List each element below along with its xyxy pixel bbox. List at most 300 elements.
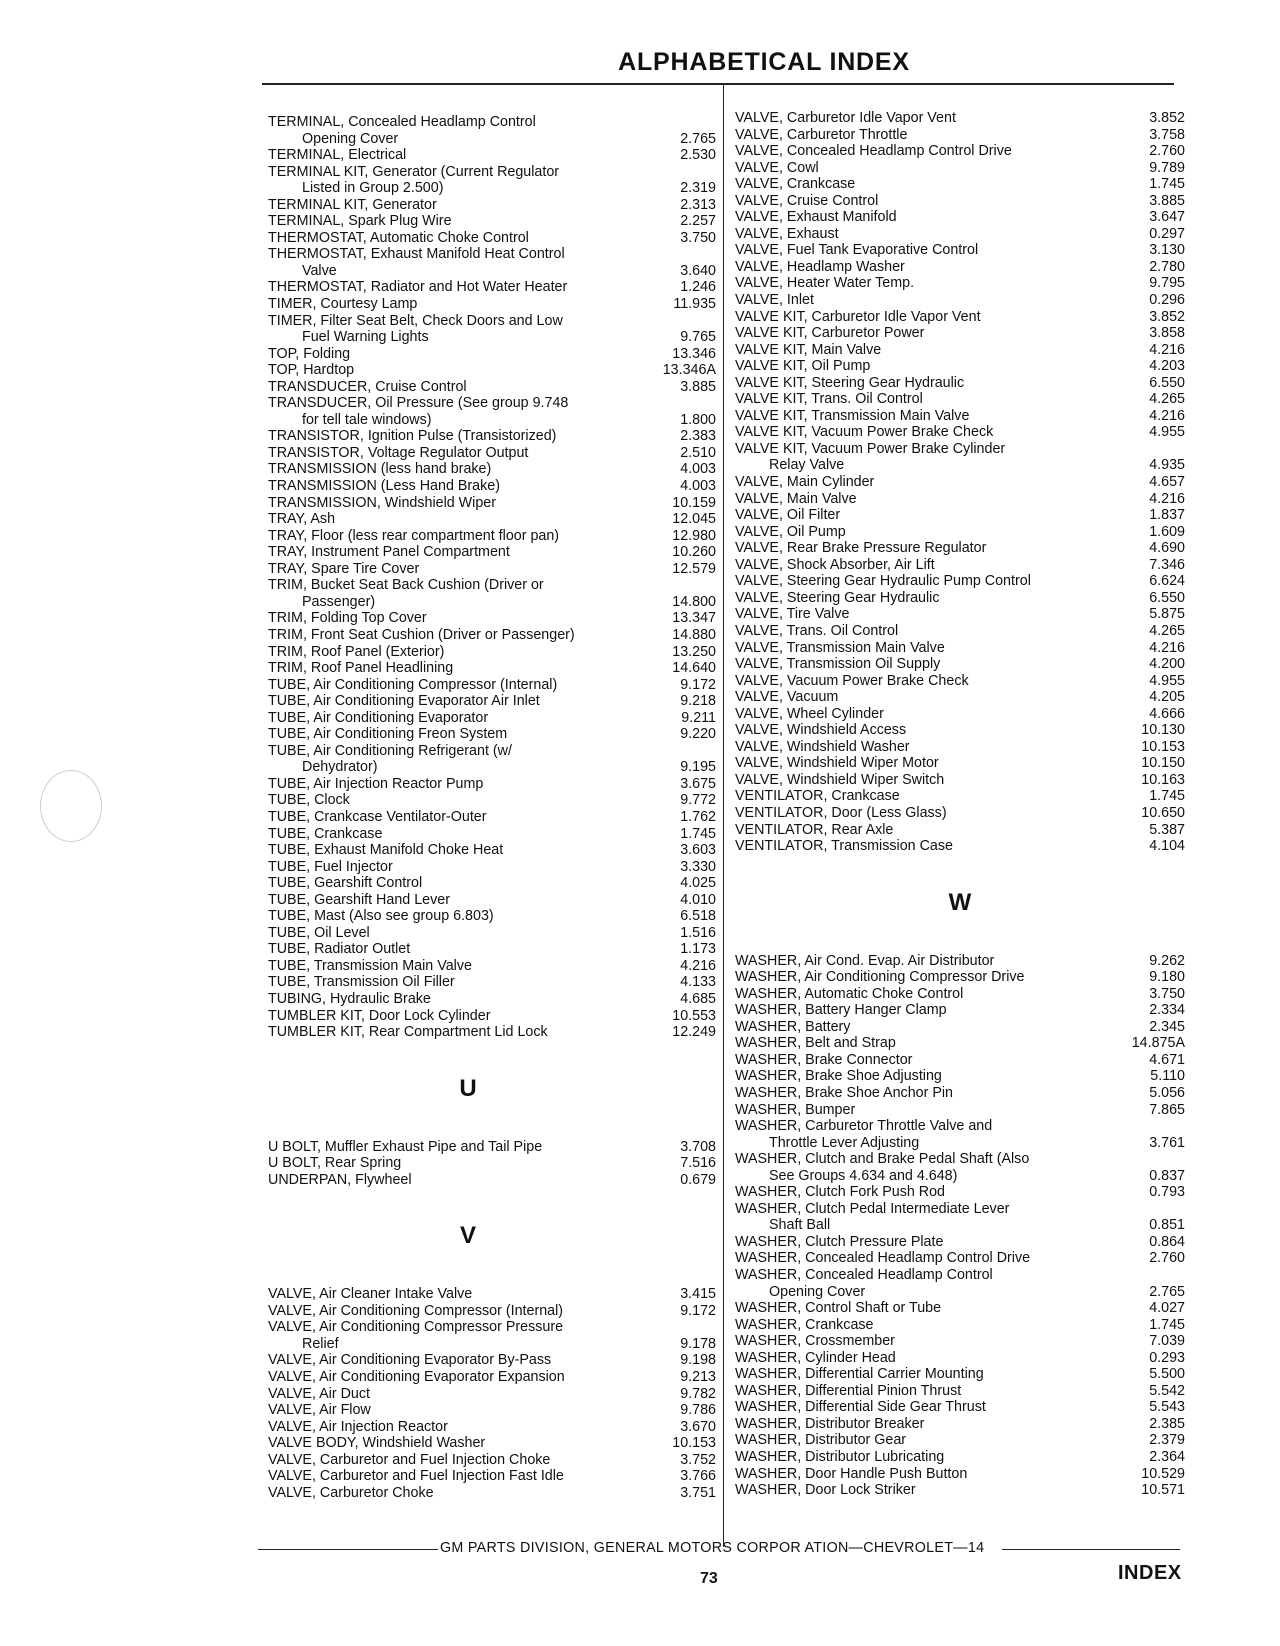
entry-group-number: 14.800 — [672, 593, 716, 610]
entry-group-number: 10.571 — [1141, 1482, 1185, 1499]
entry-text: VENTILATOR, Rear Axle — [735, 821, 894, 838]
entry-group-number: 1.745 — [1149, 176, 1185, 193]
entry-text: THERMOSTAT, Radiator and Hot Water Heater — [268, 279, 568, 296]
entry-group-number: 3.603 — [680, 842, 716, 859]
entry-group-number: 5.056 — [1149, 1084, 1185, 1101]
entry-group-number: 1.800 — [680, 411, 716, 428]
entry-group-number: 1.745 — [1149, 1316, 1185, 1333]
index-entry — [268, 1008, 716, 1025]
index-entry — [268, 197, 716, 214]
index-entry — [735, 226, 1185, 243]
entry-text: Valve — [302, 262, 337, 279]
entry-group-number: 3.752 — [680, 1451, 716, 1468]
entry-text: VALVE KIT, Vacuum Power Brake Cylinder — [735, 440, 1006, 457]
index-entry — [268, 792, 716, 809]
entry-text: VALVE, Trans. Oil Control — [735, 622, 899, 639]
entry-group-number: 9.195 — [680, 759, 716, 776]
entry-text: VALVE, Carburetor Throttle — [735, 126, 908, 143]
index-entry — [268, 1303, 716, 1320]
index-entry — [268, 610, 716, 627]
entry-text: VALVE, Windshield Wiper Motor — [735, 755, 939, 772]
entry-group-number: 10.260 — [672, 544, 716, 561]
entry-group-number: 1.173 — [680, 941, 716, 958]
entry-text: TRANSMISSION, Windshield Wiper — [268, 494, 497, 511]
entry-text: U BOLT, Rear Spring — [268, 1155, 402, 1172]
entry-text: Listed in Group 2.500) — [302, 180, 444, 197]
index-entry — [268, 213, 716, 230]
index-entry — [735, 606, 1185, 623]
entry-text: Throttle Lever Adjusting — [769, 1134, 920, 1151]
index-entry — [735, 689, 1185, 706]
entry-label — [735, 1267, 1185, 1284]
index-entry — [268, 1369, 716, 1386]
entry-text: VALVE, Heater Water Temp. — [735, 275, 915, 292]
entry-group-number: 6.550 — [1149, 374, 1185, 391]
index-entry — [735, 127, 1185, 144]
index-entry — [735, 788, 1185, 805]
entry-label — [735, 1151, 1185, 1168]
entry-text: WASHER, Bumper — [735, 1101, 856, 1118]
entry-text: VALVE, Air Conditioning Evaporator By-Pass — [268, 1352, 552, 1369]
entry-group-number: 3.640 — [680, 262, 716, 279]
entry-text: WASHER, Automatic Choke Control — [735, 985, 964, 1002]
entry-text: TUBE, Transmission Oil Filler — [268, 974, 455, 991]
entry-text: TUBE, Radiator Outlet — [268, 941, 411, 958]
entry-text: VALVE, Exhaust Manifold — [735, 209, 897, 226]
index-entry — [268, 296, 716, 313]
index-entry — [268, 114, 716, 147]
index-entry — [268, 1172, 716, 1189]
entry-group-number: 13.346A — [662, 362, 716, 379]
entry-group-number: 12.045 — [672, 511, 716, 528]
entry-text: TRANSMISSION (Less Hand Brake) — [268, 478, 500, 495]
title-rule — [262, 83, 1174, 85]
index-entry — [268, 1286, 716, 1303]
entry-text: VALVE, Headlamp Washer — [735, 258, 905, 275]
entry-text: VALVE, Cruise Control — [735, 192, 879, 209]
entry-text: TRAY, Spare Tire Cover — [268, 560, 420, 577]
entry-group-number: 2.319 — [680, 180, 716, 197]
index-entry — [735, 573, 1185, 590]
index-entry — [735, 1019, 1185, 1036]
entry-text: TUBE, Crankcase Ventilator-Outer — [268, 808, 487, 825]
entry-group-number: 9.178 — [680, 1335, 716, 1352]
entry-group-number: 9.180 — [1149, 969, 1185, 986]
index-entry — [735, 193, 1185, 210]
index-entry — [268, 1352, 716, 1369]
index-entry — [735, 755, 1185, 772]
section-letter-v: V — [459, 1222, 476, 1250]
entry-group-number: 2.765 — [680, 130, 716, 147]
index-entry — [735, 1250, 1185, 1267]
index-entry — [735, 1201, 1185, 1234]
index-entry — [268, 809, 716, 826]
entry-group-number: 7.516 — [680, 1155, 716, 1172]
entry-group-number: 1.837 — [1149, 507, 1185, 524]
entry-group-number: 9.213 — [680, 1369, 716, 1385]
entry-text: VENTILATOR, Door (Less Glass) — [735, 804, 947, 821]
index-entry — [268, 743, 716, 776]
entry-text: WASHER, Door Lock Striker — [735, 1482, 916, 1499]
entry-text: VALVE, Carburetor and Fuel Injection Fast Idle — [268, 1468, 564, 1485]
page-title-area — [248, 48, 1280, 84]
entry-text: WASHER, Clutch and Brake Pedal Shaft (Also — [735, 1151, 1030, 1168]
index-entry — [268, 974, 716, 991]
entry-text: WASHER, Clutch Fork Push Rod — [735, 1184, 946, 1201]
entry-group-number: 10.650 — [1141, 804, 1185, 821]
entry-text: VALVE, Carburetor Choke — [268, 1484, 434, 1501]
entry-text: TERMINAL KIT, Generator (Current Regulator — [268, 163, 560, 180]
entry-label — [268, 114, 716, 131]
entry-group-number: 4.955 — [1149, 672, 1185, 689]
index-entry — [735, 1482, 1185, 1499]
entry-text: TRAY, Ash — [268, 511, 336, 528]
index-entry — [268, 1468, 716, 1485]
entry-label — [735, 1201, 1185, 1218]
entry-group-number: 4.935 — [1149, 457, 1185, 474]
entry-group-number: 2.385 — [1149, 1415, 1185, 1432]
entry-text: VALVE KIT, Main Valve — [735, 341, 882, 358]
entry-text: WASHER, Differential Side Gear Thrust — [735, 1399, 986, 1416]
entry-text: WASHER, Distributor Gear — [735, 1432, 907, 1449]
entry-text: VALVE, Concealed Headlamp Control Drive — [735, 143, 1012, 160]
entry-text: TUBE, Air Conditioning Evaporator Air Inlet — [268, 693, 540, 710]
entry-text: TRIM, Front Seat Cushion (Driver or Passenger) — [268, 626, 575, 643]
index-entry — [735, 524, 1185, 541]
index-entry — [735, 1432, 1185, 1449]
entry-text: VALVE, Crankcase — [735, 176, 856, 193]
index-entry — [735, 557, 1185, 574]
entry-text: VALVE, Air Conditioning Compressor (Internal) — [268, 1302, 564, 1319]
entry-label — [268, 577, 716, 594]
entry-text: TUBE, Air Conditioning Evaporator — [268, 709, 489, 726]
entry-text: WASHER, Brake Shoe Adjusting — [735, 1068, 942, 1085]
entry-text: VALVE KIT, Transmission Main Valve — [735, 407, 970, 424]
entry-group-number: 12.980 — [672, 527, 716, 544]
entry-group-number: 1.516 — [680, 924, 716, 941]
index-entry — [268, 395, 716, 428]
index-entry — [735, 739, 1185, 756]
index-entry — [268, 1452, 716, 1469]
entry-group-number: 3.885 — [1149, 192, 1185, 209]
index-entry — [268, 1024, 716, 1041]
entry-text: WASHER, Distributor Lubricating — [735, 1449, 945, 1466]
entry-group-number: 5.543 — [1149, 1399, 1185, 1416]
entry-text: VALVE KIT, Trans. Oil Control — [735, 391, 923, 408]
index-entry — [268, 726, 716, 743]
entry-group-number: 4.010 — [680, 891, 716, 908]
entry-group-number: 11.935 — [673, 296, 716, 313]
index-entry — [268, 892, 716, 909]
index-entry — [268, 544, 716, 561]
section-letter-u: U — [459, 1074, 477, 1102]
entry-group-number: 3.761 — [1149, 1134, 1185, 1151]
index-entry — [735, 143, 1185, 160]
entry-group-number: 13.347 — [672, 610, 716, 627]
index-entry — [268, 1155, 716, 1172]
entry-group-number: 9.765 — [680, 329, 716, 346]
entry-label — [268, 395, 716, 412]
entry-text: Relief — [302, 1335, 339, 1352]
entry-group-number: 2.510 — [680, 444, 716, 461]
entry-group-number: 10.130 — [1141, 722, 1185, 739]
index-entry — [268, 561, 716, 578]
entry-group-number: 4.133 — [680, 974, 716, 991]
entry-group-number: 10.153 — [1141, 738, 1185, 755]
index-entry — [735, 822, 1185, 839]
index-entry — [268, 577, 716, 610]
index-entry — [268, 511, 716, 528]
entry-text: TUBE, Air Conditioning Freon System — [268, 726, 508, 743]
entry-group-number: 2.765 — [1149, 1283, 1185, 1300]
entry-group-number: 3.130 — [1149, 242, 1185, 259]
entry-text: TRAY, Instrument Panel Compartment — [268, 544, 510, 561]
index-entry — [735, 838, 1185, 855]
index-entry — [268, 445, 716, 462]
entry-group-number: 2.313 — [680, 196, 716, 213]
entry-group-number: 2.530 — [680, 147, 716, 164]
index-entry — [735, 1317, 1185, 1334]
entry-text: WASHER, Clutch Pressure Plate — [735, 1233, 944, 1250]
footer-rule-left — [258, 1549, 438, 1550]
entry-group-number: 6.550 — [1149, 589, 1185, 606]
entry-text: TRANSISTOR, Ignition Pulse (Transistorized) — [268, 428, 557, 445]
entry-text: VALVE KIT, Vacuum Power Brake Check — [735, 424, 994, 441]
entry-text: VALVE, Air Conditioning Evaporator Expansion — [268, 1369, 565, 1385]
entry-group-number: 10.150 — [1141, 755, 1185, 772]
entry-group-number: 7.039 — [1149, 1333, 1185, 1350]
entry-group-number: 10.529 — [1141, 1465, 1185, 1482]
entry-group-number: 2.345 — [1149, 1018, 1185, 1035]
index-entry — [735, 110, 1185, 127]
entry-group-number: 7.346 — [1149, 556, 1185, 573]
entry-group-number: 4.205 — [1149, 689, 1185, 706]
entry-text: VALVE, Windshield Wiper Switch — [735, 771, 945, 788]
index-entry — [268, 1139, 716, 1156]
entry-group-number: 4.216 — [1149, 490, 1185, 507]
index-entry — [735, 292, 1185, 309]
entry-group-number: 6.518 — [680, 908, 716, 925]
entry-group-number: 3.885 — [680, 378, 716, 395]
entry-group-number: 4.216 — [680, 957, 716, 974]
entry-text: TRIM, Folding Top Cover — [268, 610, 427, 627]
entry-group-number: 3.852 — [1149, 308, 1185, 325]
entry-text: VALVE, Vacuum Power Brake Check — [735, 672, 969, 689]
entry-text: WASHER, Cylinder Head — [735, 1349, 896, 1366]
entry-group-number: 2.257 — [680, 213, 716, 230]
entry-group-number: 4.200 — [1149, 656, 1185, 673]
entry-group-number: 4.203 — [1149, 358, 1185, 375]
entry-text: VENTILATOR, Transmission Case — [735, 838, 953, 855]
entry-group-number: 3.750 — [680, 229, 716, 246]
entry-group-number: 9.211 — [681, 709, 716, 726]
entry-text: See Groups 4.634 and 4.648) — [769, 1167, 958, 1184]
entry-group-number: 14.880 — [672, 626, 716, 643]
index-entry — [735, 176, 1185, 193]
entry-text: TOP, Folding — [268, 345, 351, 362]
entry-group-number: 2.364 — [1149, 1449, 1185, 1466]
index-entry — [268, 908, 716, 925]
index-entry — [735, 590, 1185, 607]
entry-group-number: 13.250 — [672, 643, 716, 660]
index-entry — [268, 279, 716, 296]
entry-text: TERMINAL KIT, Generator — [268, 196, 437, 213]
entry-group-number: 0.296 — [1149, 292, 1185, 309]
entry-text: TRAY, Floor (less rear compartment floor pan) — [268, 527, 560, 544]
entry-group-number: 9.772 — [680, 792, 716, 809]
entry-text: WASHER, Air Conditioning Compressor Drive — [735, 969, 1025, 986]
index-entry — [735, 375, 1185, 392]
entry-group-number: 3.852 — [1149, 110, 1185, 126]
entry-group-number: 0.293 — [1149, 1349, 1185, 1366]
entry-text: TUBE, Clock — [268, 792, 350, 809]
entry-text: TUMBLER KIT, Rear Compartment Lid Lock — [268, 1024, 548, 1041]
index-entry — [735, 1416, 1185, 1433]
entry-text: VALVE, Vacuum — [735, 689, 839, 706]
entry-group-number: 0.837 — [1149, 1167, 1185, 1184]
entry-text: TUBE, Mast (Also see group 6.803) — [268, 908, 494, 925]
entry-text: WASHER, Door Handle Push Button — [735, 1465, 968, 1482]
index-entry — [735, 1184, 1185, 1201]
entry-group-number: 3.758 — [1149, 126, 1185, 143]
entry-group-number: 5.875 — [1149, 606, 1185, 623]
index-entry — [735, 656, 1185, 673]
entry-text: WASHER, Air Cond. Evap. Air Distributor — [735, 952, 995, 969]
entry-group-number: 4.657 — [1149, 474, 1185, 491]
index-entry — [735, 1151, 1185, 1184]
entry-text: VALVE, Steering Gear Hydraulic — [735, 589, 940, 606]
entry-text: VALVE, Carburetor Idle Vapor Vent — [735, 110, 956, 126]
entry-text: THERMOSTAT, Automatic Choke Control — [268, 229, 529, 246]
entry-group-number: 10.553 — [672, 1007, 716, 1024]
index-entry — [735, 1234, 1185, 1251]
entry-text: VALVE, Transmission Main Valve — [735, 639, 945, 656]
index-entry — [268, 826, 716, 843]
index-entry — [268, 147, 716, 164]
index-entry — [268, 1386, 716, 1403]
index-entry — [268, 660, 716, 677]
entry-text: TOP, Hardtop — [268, 362, 355, 379]
index-entry — [268, 1319, 716, 1352]
index-entry — [735, 1383, 1185, 1400]
index-entry — [735, 309, 1185, 326]
index-entry — [268, 677, 716, 694]
entry-group-number: 0.793 — [1149, 1184, 1185, 1201]
entry-group-number: 5.542 — [1149, 1382, 1185, 1399]
entry-group-number: 10.153 — [672, 1435, 716, 1452]
entry-text: Dehydrator) — [302, 759, 378, 776]
entry-text: TRANSMISSION (less hand brake) — [268, 461, 492, 478]
index-entry — [268, 230, 716, 247]
entry-label — [268, 313, 716, 330]
entry-group-number: 4.003 — [680, 461, 716, 478]
index-entry — [268, 379, 716, 396]
page-title: ALPHABETICAL INDEX — [618, 48, 910, 76]
index-entry — [735, 1399, 1185, 1416]
entry-text: TUBE, Air Conditioning Compressor (Internal) — [268, 676, 558, 693]
scan-artifact — [40, 770, 102, 842]
index-entry — [735, 1052, 1185, 1069]
index-entry — [735, 1068, 1185, 1085]
entry-group-number: 4.104 — [1149, 838, 1185, 855]
index-entry — [735, 160, 1185, 177]
entry-text: TUBE, Fuel Injector — [268, 858, 393, 875]
entry-group-number: 1.609 — [1149, 523, 1185, 540]
entry-text: VALVE, Main Valve — [735, 490, 857, 507]
entry-group-number: 5.387 — [1149, 821, 1185, 838]
entry-group-number: 2.760 — [1149, 143, 1185, 160]
index-entry — [735, 722, 1185, 739]
index-entry — [268, 776, 716, 793]
footer-rule-right — [1002, 1549, 1180, 1550]
index-entry — [268, 1435, 716, 1452]
page-number: 73 — [700, 1570, 718, 1587]
entry-text: WASHER, Battery Hanger Clamp — [735, 1002, 947, 1019]
index-entry — [735, 969, 1185, 986]
entry-group-number: 0.864 — [1149, 1233, 1185, 1250]
entry-text: VALVE, Shock Absorber, Air Lift — [735, 556, 935, 573]
index-entry — [735, 623, 1185, 640]
entry-text: TUBE, Oil Level — [268, 924, 370, 941]
entry-text: VALVE, Rear Brake Pressure Regulator — [735, 540, 987, 557]
entry-group-number: 4.216 — [1149, 639, 1185, 656]
entry-group-number: 4.666 — [1149, 705, 1185, 722]
entry-group-number: 4.027 — [1149, 1300, 1185, 1317]
index-entry — [735, 986, 1185, 1003]
index-entry — [268, 842, 716, 859]
entry-group-number: 1.745 — [1149, 788, 1185, 805]
entry-group-number: 4.003 — [680, 478, 716, 495]
entry-text: VALVE, Cowl — [735, 159, 819, 176]
entry-text: WASHER, Differential Carrier Mounting — [735, 1366, 984, 1383]
entry-text: VALVE KIT, Oil Pump — [735, 358, 871, 375]
index-entry — [268, 1402, 716, 1419]
entry-text: Passenger) — [302, 593, 376, 610]
entry-group-number: 3.858 — [1149, 325, 1185, 342]
index-entry — [735, 772, 1185, 789]
entry-group-number: 14.640 — [672, 660, 716, 677]
index-entry — [735, 953, 1185, 970]
index-entry — [735, 706, 1185, 723]
entry-text: Shaft Ball — [769, 1217, 831, 1234]
entry-text: VALVE, Windshield Washer — [735, 738, 910, 755]
entry-text: TRANSISTOR, Voltage Regulator Output — [268, 444, 529, 461]
entry-text: TRIM, Bucket Seat Back Cushion (Driver or — [268, 577, 544, 594]
entry-group-number: 4.690 — [1149, 540, 1185, 557]
entry-text: WASHER, Crossmember — [735, 1333, 895, 1350]
entry-group-number: 4.025 — [680, 875, 716, 892]
index-entry — [735, 441, 1185, 474]
index-entry — [268, 859, 716, 876]
index-entry — [735, 805, 1185, 822]
entry-text: VALVE, Air Cleaner Intake Valve — [268, 1286, 473, 1303]
index-entry — [268, 164, 716, 197]
index-entry — [735, 474, 1185, 491]
index-entry — [268, 428, 716, 445]
entry-group-number: 3.670 — [680, 1418, 716, 1435]
entry-group-number: 1.246 — [680, 279, 716, 296]
entry-group-number: 12.579 — [672, 560, 716, 577]
index-entry — [735, 1300, 1185, 1317]
index-entry — [735, 424, 1185, 441]
index-entry — [268, 313, 716, 346]
entry-text: VALVE, Main Cylinder — [735, 474, 875, 491]
entry-text: VALVE KIT, Carburetor Power — [735, 325, 925, 342]
entry-text: VALVE, Windshield Access — [735, 722, 907, 739]
entry-text: TUBE, Transmission Main Valve — [268, 957, 472, 974]
index-entry — [268, 941, 716, 958]
entry-group-number: 4.685 — [680, 990, 716, 1007]
